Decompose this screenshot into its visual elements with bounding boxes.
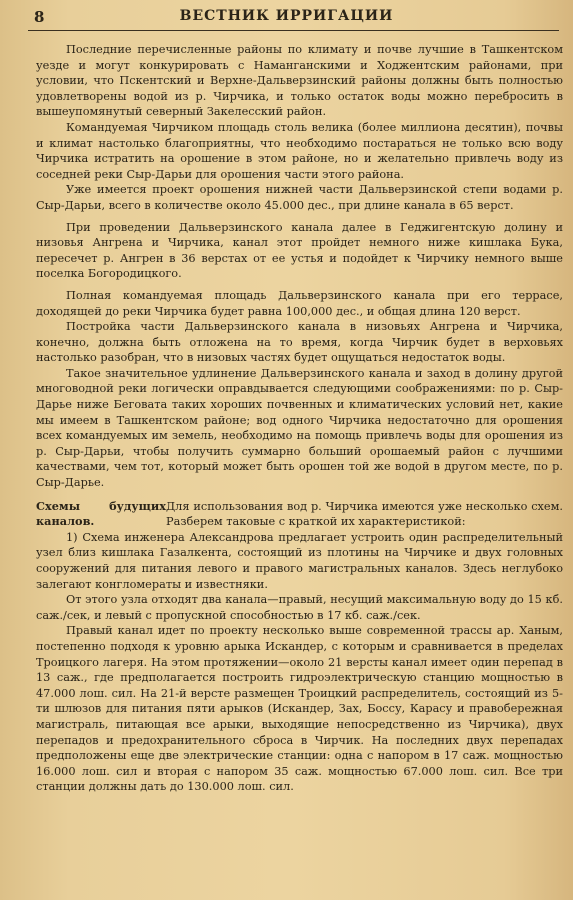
paragraph: Такое значительное удлинение Дальверзинского канала и заход в долину другой многоводной реки логически оправдывается следующими соображениями: по р. Сыр-Дарье ниже Беговата таких хороших почвенных и климатических условий нет, какие мы имеем в Ташкентском районе; вод одного Чирчика недостаточно для орошения всех командуемых им земель, необходимо на помощь привлечь воды для орошения из р. Сыр-Дарьи, чтобы получить суммарно больший орошаемый район с лучшими качествами, чем тот, который может быть орошен той же водой в другом месте, по р. Сыр-Дарье.	[36, 366, 563, 490]
page-number: 8	[34, 8, 45, 26]
section-intro: Для использования вод р. Чирчика имеются уже несколько схем. Разберем таковые с краткой их характеристикой:	[166, 499, 563, 529]
paragraph: Уже имеется проект орошения нижней части Дальверзинской степи водами р. Сыр-Дарьи, всего в количестве около 45.000 дес., при длине канала в 65 верст.	[36, 183, 563, 212]
paragraph: Последние перечисленные районы по климату и почве лучшие в Ташкентском уезде и могут конкурировать с Наманганскими и Ходжентским районами, при условии, что Пскентский и Верхне-Дальверзинский районы должны быть полностью удовлетворены водой из р. Чирчика, и только остаток воды можно перебросить в вышеупомянутый северный Закелесский район.	[36, 43, 563, 119]
header-rule	[28, 30, 559, 31]
section-side-title: Схемы будущих каналов.	[36, 498, 166, 529]
page-header	[0, 0, 573, 34]
paragraph: Правый канал идет по проекту несколько выше современной трассы ар. Ханым, постепенно подходя к уровню арыка Искандер, с которым и сравнивается в пределах Троицкого лагеря. На этом протяжении—около 21 версты канал имеет один перепад в 13 саж., где предполагается построить гидроэлектрическую станцию мощностью в 47.000 лош. сил. На 21-й версте размещен Троицкий распределитель, состоящий из 5-ти шлюзов для питания пяти арыков (Искандер, Зах, Боссу, Карасу и правобережная магистраль, питающая все арыки, выходящие непосредственно из Чирчика), двух перепадов и предохранительного сброса в Чирчик. На последних двух перепадах предположены еще две электрические станции: одна с напором в 17 саж. мощностью 16.000 лош. сил и вторая с напором 35 саж. мощностью 67.000 лош. сил. Все три станции должны дать до 130.000 лош. сил.	[36, 624, 563, 794]
paragraph: Постройка части Дальверзинского канала в низовьях Ангрена и Чирчика, конечно, должна быть отложена на то время, когда Чирчик будет в верховьях настолько разобран, что в низовых частях будет ощущаться недостаток воды.	[36, 320, 563, 365]
paragraph: 1) Схема инженера Александрова предлагает устроить один распределительный узел близ кишлака Газалкента, состоящий из плотины на Чирчике и двух головных сооружений для питания левого и правого магистральных каналов. Здесь неглубоко залегают конгломераты и известняки.	[36, 530, 563, 591]
body-text	[36, 42, 563, 795]
canal-schemes-section	[36, 499, 563, 530]
paragraph: Командуемая Чирчиком площадь столь велика (более миллиона десятин), почвы и климат настолько благоприятны, что необходимо постараться не только всю воду Чирчика истратить на орошение в этом районе, но и желательно привлечь воду из соседней реки Сыр-Дарьи для орошения части этого района.	[36, 120, 563, 181]
journal-title: ВЕСТНИК ИРРИГАЦИИ	[179, 8, 394, 24]
paragraph: От этого узла отходят два канала—правый, несущий максимальную воду до 15 кб. саж./сек, и левый с пропускной способностью в 17 кб. саж./сек.	[36, 593, 563, 622]
paragraph: При проведении Дальверзинского канала далее в Геджигентскую долину и низовья Ангрена и Чирчика, канал этот пройдет немного ниже кишлака Бука, пересечет р. Ангрен в 36 верстах от ее устья и подойдет к Чирчику немного выше поселка Богородицкого.	[36, 220, 563, 281]
paragraph: Полная командуемая площадь Дальверзинского канала при его террасе, доходящей до реки Чирчика будет равна 100,000 дес., и общая длина 120 верст.	[36, 288, 563, 318]
